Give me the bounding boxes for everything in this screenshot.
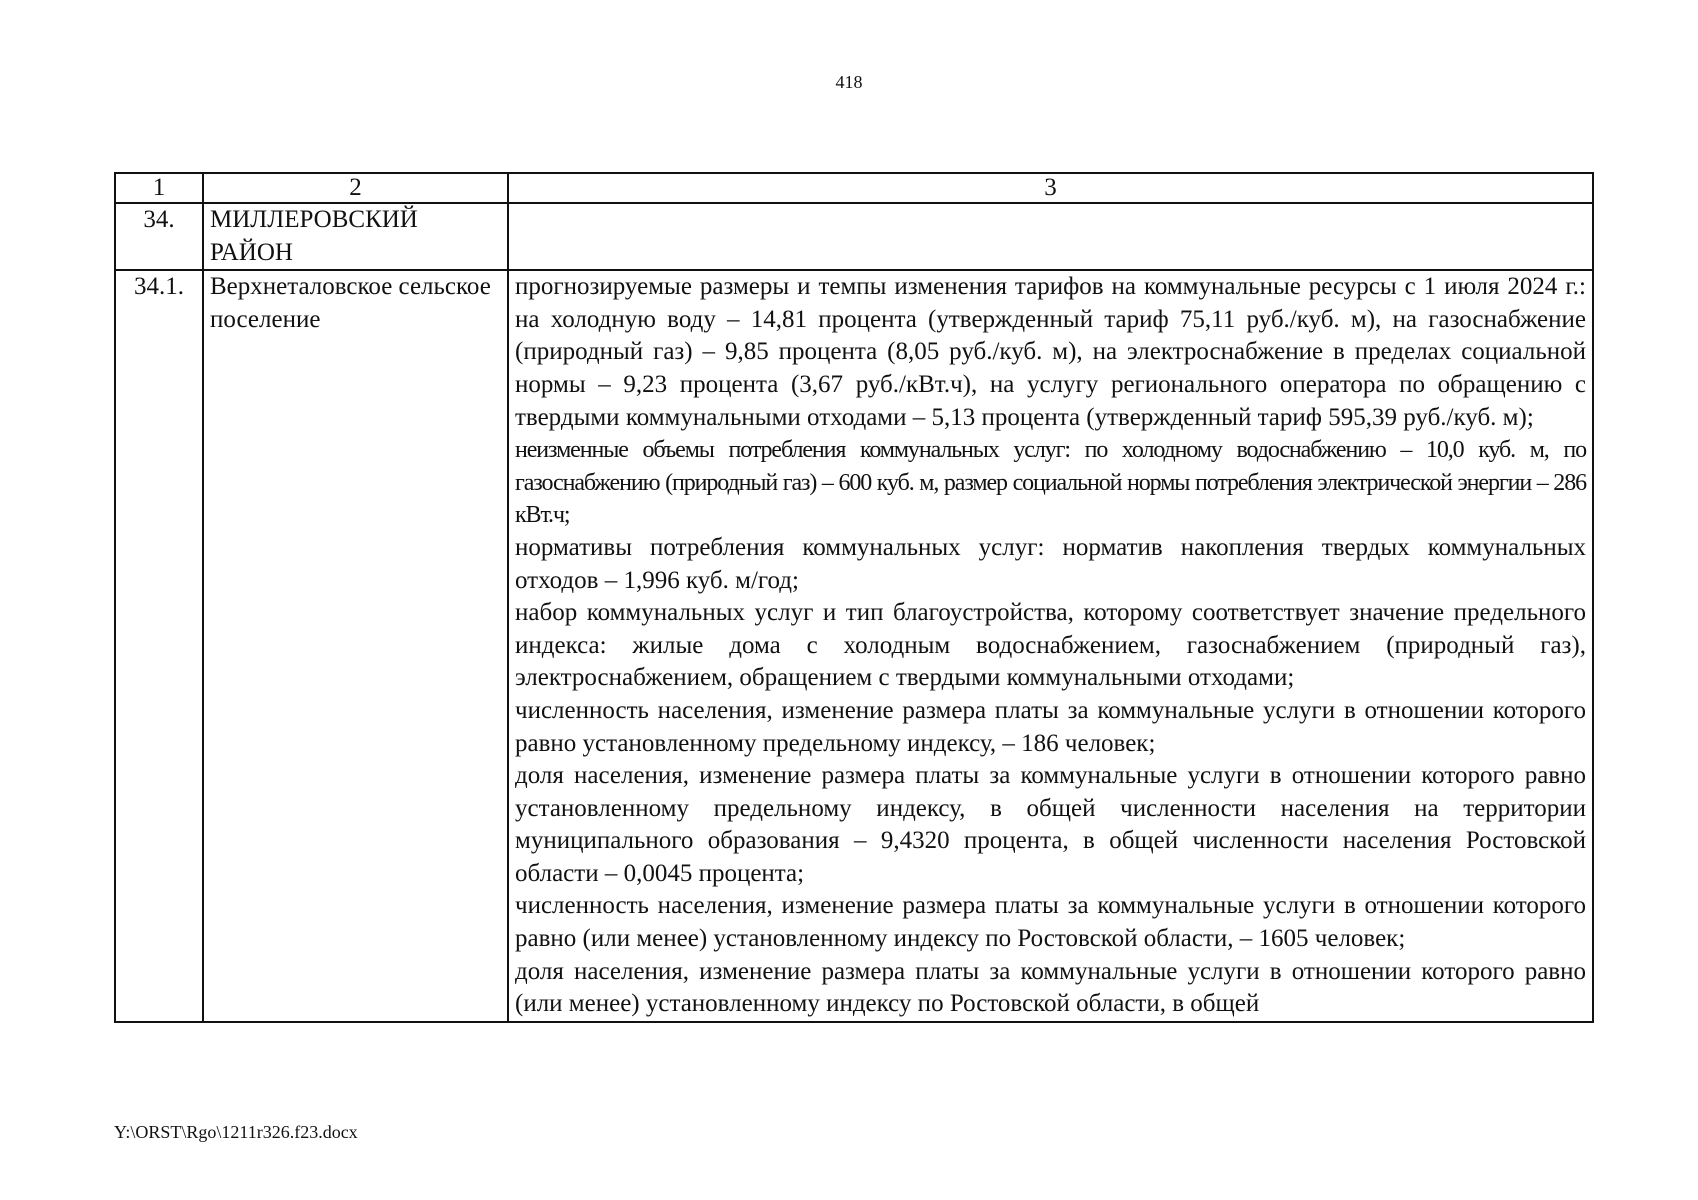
paragraph-population-share: доля населения, изменение размера платы за коммунальные услуги в отношении которого равно установленному предельному индексу, в общей численности населения на территории муниципального образования – 9,4320 процента, в общей численности населения Ростовской области – 0,0045 процента; (515, 762, 1586, 887)
table-row (115, 270, 1593, 1022)
paragraph-population-count-regional: численность населения, изменение размера платы за коммунальные услуги в отношении которого равно (или менее) установленному индексу по Ростовской области, – 1605 человек; (515, 892, 1586, 953)
column-header-3: 3 (508, 173, 1593, 203)
footer-file-path: Y:\ORST\Rgo\1211r326.f23.docx (114, 1122, 358, 1142)
section-empty-cell (508, 203, 1593, 270)
paragraph-population-share-regional: доля населения, изменение размера платы за коммунальные услуги в отношении которого равно (или менее) установленному индексу по Ростовской области, в общей (515, 957, 1586, 1018)
paragraph-population-count: численность населения, изменение размера платы за коммунальные услуги в отношении которого равно установленному предельному индексу, – 186 человек; (515, 696, 1586, 757)
row-description (508, 270, 1593, 1022)
tariff-table (114, 172, 1594, 1023)
table-header-row (115, 173, 1593, 203)
column-header-1: 1 (115, 173, 203, 203)
row-number: 34.1. (115, 270, 203, 1022)
section-row (115, 203, 1593, 270)
section-number: 34. (115, 203, 203, 270)
paragraph-volumes: неизменные объемы потребления коммунальных услуг: по холодному водоснабжению – 10,0 куб. м, по газоснабжению (природный газ) – 600 куб. м, размер социальной нормы потребления электрической энергии – 286 кВт.ч; (515, 437, 1586, 529)
paragraph-norms: нормативы потребления коммунальных услуг: норматив накопления твердых коммунальных отходов – 1,996 куб. м/год; (515, 533, 1586, 594)
column-header-2: 2 (203, 173, 508, 203)
paragraph-services-set: набор коммунальных услуг и тип благоустройства, которому соответствует значение предельного индекса: жилые дома с холодным водоснабжением, газоснабжением (природный газ), электроснабжением, обращением с твердыми коммунальными отходами; (515, 599, 1586, 692)
section-name: МИЛЛЕРОВСКИЙ РАЙОН (203, 203, 508, 270)
settlement-name: Верхнеталовское сельское поселение (203, 270, 508, 1022)
paragraph-tariffs: прогнозируемые размеры и темпы изменения тарифов на коммунальные ресурсы с 1 июля 2024 г.: на холодную воду – 14,81 процента (утвержденный тариф 75,11 руб./куб. м), на газоснабжение (природный газ) – 9,85 процента (8,05 руб./куб. м), на электроснабжение в пределах социальной нормы – 9,23 процента (3,67 руб./кВт.ч), на услугу регионального оператора по обращению с твердыми коммунальными отходами – 5,13 процента (утвержденный тариф 595,39 руб./куб. м); (515, 273, 1586, 431)
page-number: 418 (835, 72, 863, 92)
